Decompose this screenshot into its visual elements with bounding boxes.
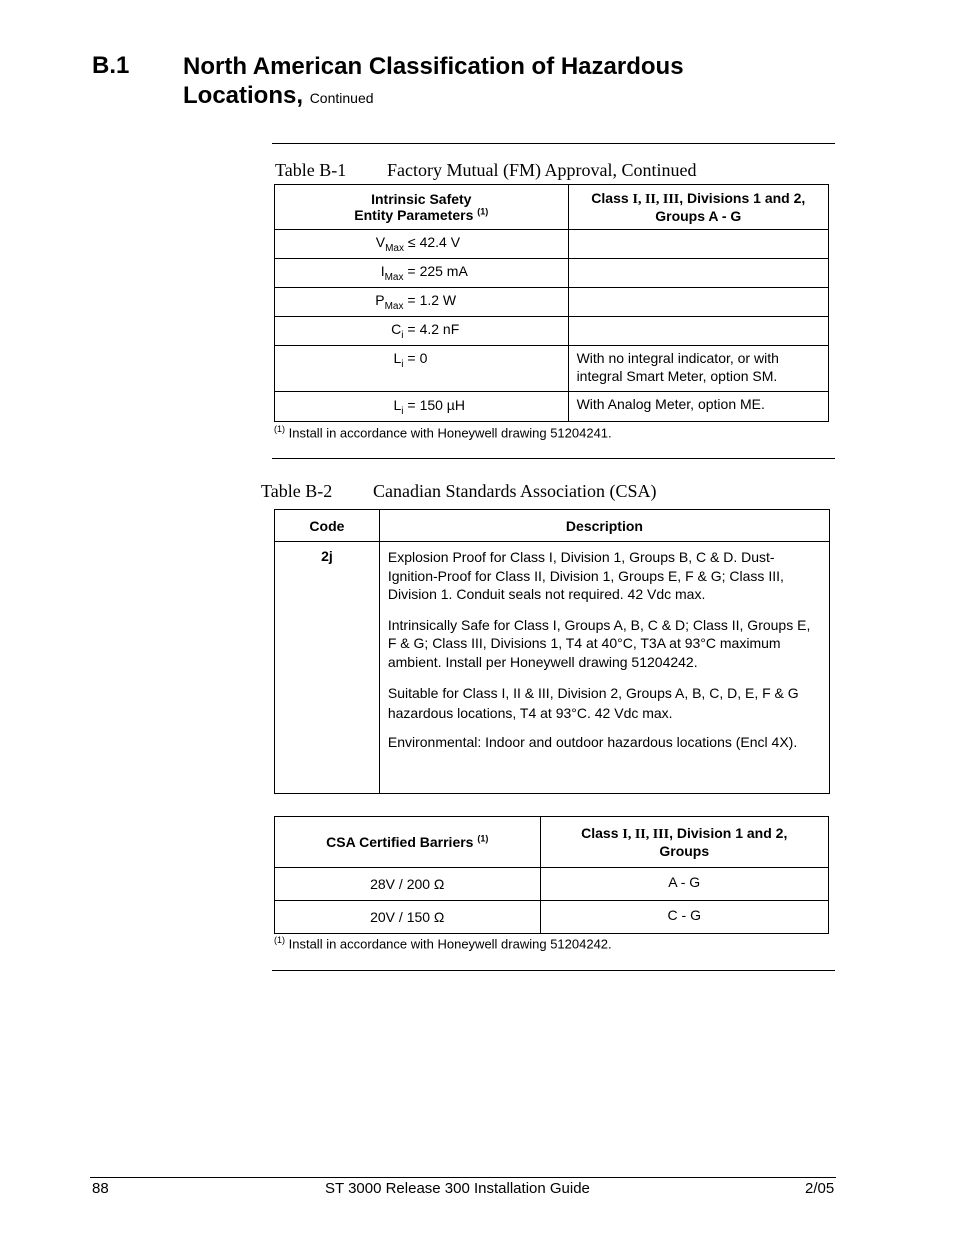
description-paragraph: Intrinsically Safe for Class I, Groups A, B, C & D; Class II, Groups E, F & G; Class III, Divisions 1, T4 at 40°C, T3A at 93°C maximum ambient. Install per Honeywell drawing 51204242. bbox=[387, 616, 811, 670]
bottom-rule bbox=[272, 970, 835, 971]
table-row bbox=[275, 392, 829, 422]
barrier-cell: 28V / 200 Ω bbox=[275, 868, 541, 901]
description-paragraph: Environmental: Indoor and outdoor hazardous locations (Encl 4X). bbox=[387, 734, 798, 750]
header-barriers bbox=[275, 817, 541, 868]
table-b1-header-row bbox=[275, 185, 829, 230]
param-cell: $I_{Max} = 225$ mA bbox=[275, 259, 569, 288]
param-cell: $V_{Max} \le 42.4$ V bbox=[275, 230, 569, 259]
header-line2: Entity Parameters bbox=[354, 207, 474, 223]
note-cell bbox=[568, 230, 828, 259]
header-class-post: , Division 1 and 2, bbox=[669, 825, 788, 841]
header-code: Code bbox=[275, 510, 380, 542]
table-b2-title: Canadian Standards Association (CSA) bbox=[373, 481, 657, 501]
top-rule bbox=[272, 143, 835, 144]
footnote-mark: (1) bbox=[274, 424, 285, 434]
description-paragraph: Explosion Proof for Class I, Division 1, Groups B, C & D. Dust-Ignition-Proof for Class II, Division 1, Groups E, F & G; Class III, Division 1. Conduit seals not required. 42 Vdc max. bbox=[387, 549, 784, 602]
note-cell bbox=[568, 259, 828, 288]
groups-cell: C - G bbox=[540, 901, 828, 934]
table-b2 bbox=[274, 509, 830, 794]
header-class-roman: I, II, III bbox=[632, 192, 680, 207]
footnote-mark: (1) bbox=[477, 833, 489, 844]
header-class-pre: Class bbox=[591, 190, 633, 206]
table-b1-label: Table B-1 bbox=[275, 160, 347, 180]
table-b2-label: Table B-2 bbox=[261, 481, 333, 501]
document-title: ST 3000 Release 300 Installation Guide bbox=[325, 1180, 590, 1197]
section-title-line2: Locations, bbox=[183, 82, 304, 109]
table-b1-title: Factory Mutual (FM) Approval, Continued bbox=[387, 160, 697, 180]
header-barriers-label: CSA Certified Barriers bbox=[326, 834, 474, 850]
header-class-post: , Divisions 1 and 2, bbox=[679, 190, 806, 206]
table-b1 bbox=[274, 184, 829, 422]
document-date: 2/05 bbox=[805, 1180, 835, 1197]
footer-rule bbox=[90, 1177, 836, 1178]
continued-label: Continued bbox=[309, 90, 374, 106]
param-value: 42.4 V bbox=[419, 234, 461, 250]
section-title bbox=[183, 52, 684, 113]
param-cell: $L_i = 0$ bbox=[275, 346, 569, 392]
table-b1-footnote bbox=[274, 424, 612, 440]
param-value: 225 mA bbox=[419, 263, 468, 279]
table-row bbox=[275, 317, 829, 346]
code-cell: 2j bbox=[275, 542, 380, 794]
header-line1: Intrinsic Safety bbox=[371, 191, 472, 207]
groups-cell: A - G bbox=[540, 868, 828, 901]
footnote-text: Install in accordance with Honeywell drawing 51204241. bbox=[288, 425, 612, 441]
header-description: Description bbox=[379, 510, 829, 542]
table-row bbox=[275, 288, 829, 317]
table-b2-header-row bbox=[275, 510, 830, 542]
note-cell bbox=[568, 317, 828, 346]
table-csa-footnote bbox=[274, 935, 612, 951]
footnote-mark: (1) bbox=[477, 206, 489, 217]
table-row bbox=[275, 346, 829, 392]
table-row bbox=[275, 230, 829, 259]
table-row bbox=[275, 868, 829, 901]
footnote-text: Install in accordance with Honeywell drawing 51204242. bbox=[288, 936, 612, 952]
note-cell: With no integral indicator, or with integral Smart Meter, option SM. bbox=[568, 346, 828, 392]
param-cell: $L_i = 150$ µH bbox=[275, 392, 569, 422]
description-paragraph: Suitable for Class I, II & III, Division 2, Groups A, B, C, D, E, F & G hazardous locations, T4 at 93°C. 42 Vdc max. bbox=[387, 685, 799, 721]
note-cell: With Analog Meter, option ME. bbox=[568, 392, 828, 422]
param-value: 1.2 W bbox=[419, 292, 457, 308]
param-value: 0 bbox=[419, 350, 428, 366]
description-cell bbox=[379, 542, 829, 794]
header-class-pre: Class bbox=[581, 825, 623, 841]
barrier-cell: 20V / 150 Ω bbox=[275, 901, 541, 934]
header-class-roman: I, II, III bbox=[622, 827, 670, 842]
note-cell bbox=[568, 288, 828, 317]
table-csa-header-row bbox=[275, 817, 829, 868]
table-b1-caption bbox=[275, 160, 696, 181]
page-number: 88 bbox=[92, 1180, 109, 1197]
divider-rule bbox=[272, 458, 835, 459]
table-csa-barriers bbox=[274, 816, 829, 934]
param-value: 4.2 nF bbox=[419, 321, 460, 337]
param-cell: $P_{Max} = 1.2$ W bbox=[275, 288, 569, 317]
header-groups: Groups bbox=[659, 843, 710, 859]
footnote-mark: (1) bbox=[274, 935, 285, 945]
section-title-line1: North American Classification of Hazardous bbox=[183, 53, 684, 80]
header-class bbox=[540, 817, 828, 868]
param-value: 150 µH bbox=[419, 397, 465, 413]
table-row bbox=[275, 901, 829, 934]
table-b1-header-class bbox=[568, 185, 828, 230]
section-number: B.1 bbox=[92, 52, 130, 79]
table-b2-caption bbox=[261, 481, 656, 502]
table-row bbox=[275, 542, 830, 794]
header-groups: Groups A - G bbox=[655, 208, 742, 224]
table-b1-header-entity bbox=[275, 185, 569, 230]
param-cell: $C_i = 4.2$ nF bbox=[275, 317, 569, 346]
table-row bbox=[275, 259, 829, 288]
